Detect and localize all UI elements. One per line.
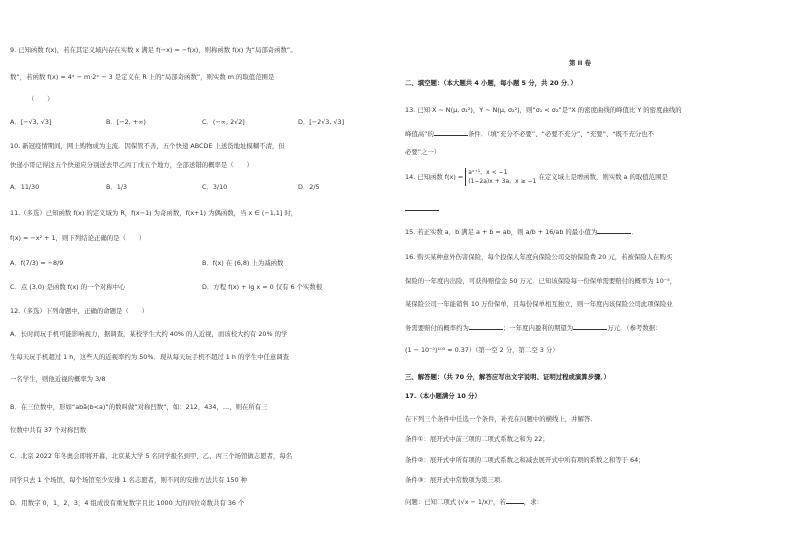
q14-piecewise — [465, 168, 536, 186]
q10-option-a: A．11/30 — [10, 183, 40, 191]
q17-question — [405, 496, 543, 507]
q16-line5: (1 − 10⁻⁵)¹⁰⁵ ≈ 0.37）（第一空 2 分，第二空 3 分） — [405, 346, 559, 354]
q13-line3: 必要”之一） — [405, 148, 441, 156]
q11-option-b: B．f(x) 在 (6,8) 上为减函数 — [202, 259, 284, 267]
q10-option-d: D．2/5 — [298, 183, 320, 191]
q12-option-a-line3: 一名学生，则他近视的概率为 3/8 — [10, 375, 106, 383]
q16-line4-mid: ；一年度内盈利的期望为 — [502, 324, 574, 332]
section-solutions-heading: 三、解答题：（共 70 分，解答应写出文字说明、证明过程或演算步骤．） — [405, 373, 611, 381]
q10-line2: 快递小哥记得这五个快递应分别送去甲乙丙丁戊五个地方，全部送错的概率是（ ） — [10, 161, 253, 169]
q9-option-c: C．(−∞, 2√2] — [202, 118, 245, 126]
q9-option-b: B．[−2, +∞) — [106, 118, 146, 126]
q15-line1-start: 15. 若正实数 a，b 满足 a + b = ab，则 a/b + 16/ab 的最小值为 — [405, 228, 598, 236]
q14-line1 — [405, 168, 668, 186]
q12-option-a-line1: A．长时间玩手机可能影响视力，据调查，某校学生大约 40% 的人近视，而该校大约有 20% 的学 — [10, 330, 288, 338]
q16-answer-blank-2 — [573, 322, 607, 330]
section-fill-in-heading: 二、填空题：（本大题共 4 小题，每小题 5 分，共 20 分．） — [405, 79, 577, 87]
q17-answer-blank — [506, 496, 524, 504]
q14-answer-blank — [405, 203, 439, 211]
q17-question-end: ，求： — [523, 498, 543, 506]
q11-option-c: C．点 (3,0) 是函数 f(x) 的一个对称中心 — [10, 283, 126, 291]
q12-option-b-line2: 位数中共有 37 个对称凹数 — [10, 426, 87, 434]
q11-option-a: A．f(7/3) = −8/9 — [10, 259, 64, 267]
q14-answer-line — [405, 203, 439, 214]
q10-option-b: B．1/3 — [106, 183, 128, 191]
q10-line1: 10. 新冠疫情期间，网上购物成为主流．因保管不善，五个快递 ABCDE 上送货地址模糊不清，但 — [10, 142, 285, 150]
q13-answer-blank — [434, 128, 468, 136]
q12-line1: 12.（多选）下列命题中，正确的命题是（ ） — [10, 307, 148, 315]
q9-option-a: A．[−√3, √3] — [10, 118, 52, 126]
q12-option-a-line2: 生每天玩手机超过 1 h，这些人的近视率约为 50%．现从每天玩手机不超过 1 h 的学生中任意调查 — [10, 353, 290, 361]
q17-condition-2: 条件②：展开式中所有项的二项式系数之和减去展开式中所有项的系数之和等于 64； — [405, 456, 645, 464]
q14-case-1: aˣ⁺¹，x < −1 — [468, 169, 508, 176]
q16-line3: 某保险公司一年能销售 10 万份保单，且每份保单相互独立，则一年度内该保险公司此项保险业 — [405, 300, 673, 308]
q17-title: 17.（本小题满分 10 分） — [405, 392, 481, 400]
q9-line2: 数”，若函数 f(x) = 4ˣ − m·2ˣ − 3 是定义在 R 上的“局部奇函数”，则实数 m 的取值范围是 — [10, 73, 275, 81]
q16-line4-end: 万元．（参考数据： — [607, 324, 662, 332]
q11-line2: f(x) = −x² + 1，则下列结论正确的是（ ） — [10, 234, 146, 242]
q16-line4 — [405, 322, 662, 333]
q12-option-c-line2: 同学只去 1 个场馆，每个场馆至少安排 1 名志愿者，则不同的安排方法共有 150 种 — [10, 476, 248, 484]
q14-line1-start: 14. 已知函数 f(x) = — [405, 173, 464, 181]
q12-option-b-line1: B．在三位数中，形如“abā(b<a)”的数叫做“对称凹数”，如：212，434，…，则在所有三 — [10, 403, 268, 411]
q16-line2: 保险的一年度内出险，可获得赔偿金 50 万元．已知该保险每一份保单需要赔付的概率为 10⁻⁵， — [405, 277, 677, 285]
q13-line2-start: 峰值高”的 — [405, 130, 434, 138]
q9-line1: 9. 已知函数 f(x)，若在其定义域内存在实数 x 满足 f(−x) = −f(x)，则称函数 f(x) 为“局部奇函数”。 — [10, 46, 297, 54]
q16-line1: 16. 购买某种意外伤害保险，每个投保人年度向保险公司交纳保险费 20 元，若被保险人在购买 — [405, 253, 673, 261]
q9-option-d: D．[−2√3, √3] — [298, 118, 345, 126]
q10-option-c: C．3/10 — [202, 183, 228, 191]
q16-answer-blank-1 — [469, 322, 503, 330]
q14-line1-end: 在定义域上是增函数，则实数 a 的取值范围是 — [538, 173, 668, 181]
q11-line1: 11.（多选）已知函数 f(x) 的定义域为 R，f(x−1) 为奇函数，f(x+1) 为偶函数，当 x ∈ (−1,1] 时， — [10, 209, 298, 217]
q16-line4-start: 务需要赔付的概率约为 — [405, 324, 469, 332]
q14-case-2: (1−2a)x + 3a，x ≥ −1 — [468, 178, 537, 185]
volume-title: 第 II 卷 — [569, 59, 591, 67]
q9-answer-paren: （ ） — [28, 95, 54, 103]
q17-instruction: 在下列三个条件中任选一个条件，补充在问题中的横线上，并解答． — [405, 415, 597, 423]
q13-line2 — [405, 128, 654, 139]
q12-option-c-line1: C．北京 2022 年冬奥会即将开幕，北京某大学 5 名同学报名到甲、乙、丙三个场馆做志愿者，每名 — [10, 452, 293, 460]
q17-question-start: 问题：已知二项式 (√x − 1/x)ⁿ，若 — [405, 498, 506, 506]
q15-answer-blank — [597, 226, 631, 234]
q13-line1: 13. 已知 X ~ N(μ, σ₁²)，Y ~ N(μ, σ₂²)，则“σ₁ < σ₂”是“X 的密度曲线的峰值比 Y 的密度曲线的 — [405, 106, 682, 114]
q17-condition-3: 条件③：展开式中常数项为第三项． — [405, 476, 507, 484]
q11-option-d: D．方程 f(x) + lg x = 0 仅有 6 个实数根 — [202, 283, 323, 291]
q17-condition-1: 条件①：展开式中前三项的二项式系数之和为 22； — [405, 435, 549, 443]
q13-line2-end: 条件．（填“充分不必要”、“必要不充分”、“充要”、“既不充分也不 — [467, 130, 655, 138]
q15-line1-end: ． — [631, 228, 638, 236]
q15-line1 — [405, 226, 638, 237]
q12-option-d-line1: D．用数字 0，1，2，3，4 组成没有重复数字且比 1000 大的四位奇数共有 36 个 — [10, 499, 245, 507]
